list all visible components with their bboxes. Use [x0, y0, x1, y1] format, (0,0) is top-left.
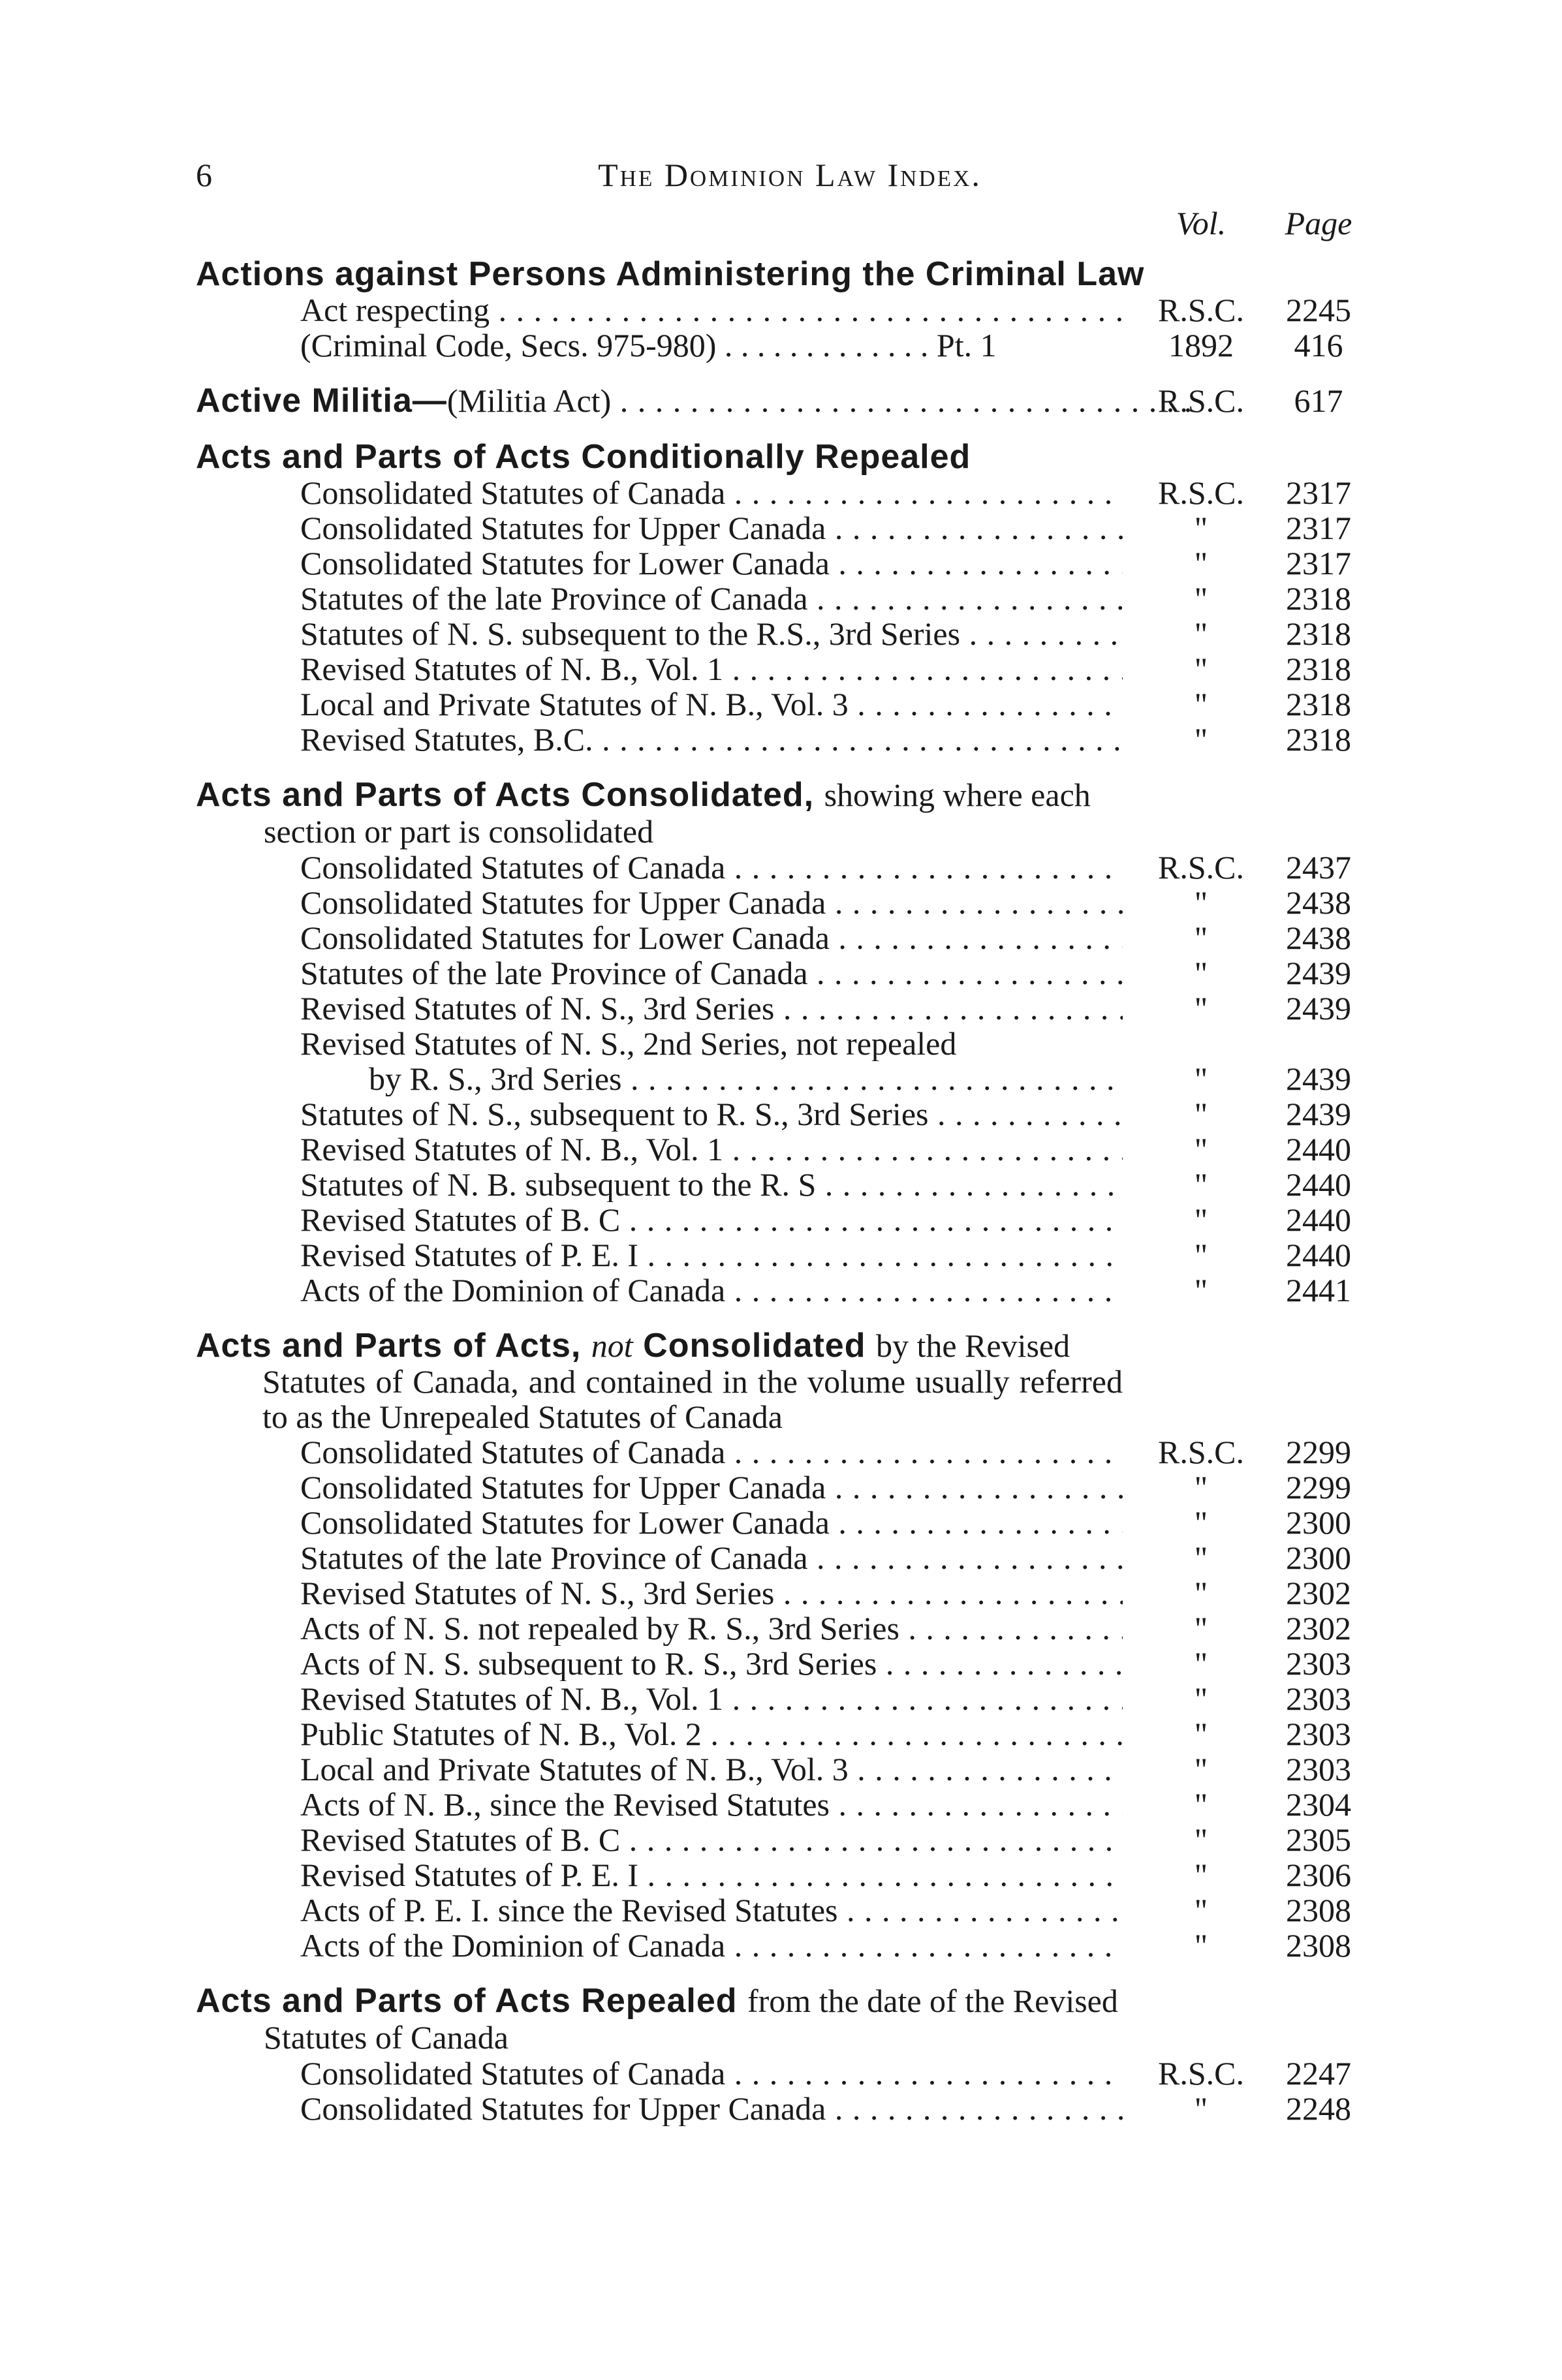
index-entry — [196, 1237, 1384, 1273]
entry-title: Consolidated Statutes of Canada . . . — [300, 475, 1123, 510]
heading-tail: from the date of the Revised Statutes of Canada — [264, 1983, 1118, 2056]
index-entry — [196, 850, 1384, 885]
vol-cell: " — [1194, 920, 1208, 956]
entry-title: Consolidated Statutes for Lower Canada . . . — [300, 1505, 1123, 1540]
heading-tail: by the Revised — [875, 1327, 1070, 1364]
index-entry — [196, 292, 1384, 328]
page-cell: 2318 — [1286, 580, 1351, 617]
running-title: The Dominion Law Index. — [598, 157, 982, 193]
index-entry — [196, 1273, 1384, 1308]
heading-text: Acts and Parts of Acts, — [196, 1327, 582, 1365]
vol-cell: R.S.C. — [1157, 849, 1244, 886]
vol-cell: " — [1194, 1166, 1208, 1203]
page-cell: 2303 — [1286, 1645, 1351, 1682]
vol-cell: " — [1194, 1645, 1208, 1682]
entry-title: Revised Statutes of N. B., Vol. 1 . . . — [300, 1132, 1123, 1167]
vol-cell: " — [1194, 1610, 1208, 1646]
page-cell: 2306 — [1286, 1857, 1351, 1893]
index-entry — [196, 1096, 1384, 1132]
index-entry — [196, 1434, 1384, 1470]
index-entry — [196, 1132, 1384, 1167]
entry-title: Acts of the Dominion of Canada . . . — [300, 1928, 1123, 1963]
page-cell: 2303 — [1286, 1716, 1351, 1752]
index-entry — [196, 1202, 1384, 1237]
column-headings — [196, 204, 1384, 243]
index-section — [196, 777, 1384, 1308]
index-entry — [196, 1646, 1384, 1681]
page-cell: 2245 — [1286, 292, 1351, 328]
heading-text: Actions against Persons Administering the Criminal Law — [196, 255, 1145, 293]
vol-cell: " — [1194, 545, 1208, 581]
entry-title: Acts of N. S. subsequent to R. S., 3rd Series . . . — [300, 1646, 1123, 1681]
index-entry — [196, 581, 1384, 616]
heading-text: Acts and Parts of Acts Repealed — [196, 1982, 738, 2020]
vol-cell: 1892 — [1168, 327, 1234, 363]
page-cell: 2300 — [1286, 1504, 1351, 1541]
entry-title: by R. S., 3rd Series . . . — [369, 1061, 1123, 1096]
index-entry — [196, 1575, 1384, 1611]
section-heading — [196, 1327, 1191, 1364]
entry-title: Local and Private Statutes of N. B., Vol. 3 . . . — [300, 1752, 1123, 1787]
index-entry — [196, 510, 1384, 546]
index-entry — [196, 1893, 1384, 1928]
page-cell: 2318 — [1286, 615, 1351, 652]
page-cell: 2441 — [1286, 1272, 1351, 1308]
page-cell: 2440 — [1286, 1201, 1351, 1238]
page-cell: 2318 — [1286, 686, 1351, 722]
entry-title: Revised Statutes of N. S., 3rd Series . . . — [300, 991, 1123, 1026]
page-cell: 2303 — [1286, 1680, 1351, 1717]
page-cell: 2317 — [1286, 474, 1351, 511]
index-entry — [196, 2091, 1384, 2126]
vol-cell: " — [1194, 580, 1208, 617]
vol-cell: " — [1194, 1857, 1208, 1893]
entry-title: Local and Private Statutes of N. B., Vol. 3 . . . — [300, 687, 1123, 722]
section-subheading: Statutes of Canada, and contained in the volume usually referred to as the Unrepealed Statutes of Canada — [262, 1363, 1123, 1435]
vol-cell: " — [1194, 1680, 1208, 1717]
entry-title: Acts of N. S. not repealed by R. S., 3rd Series . . . — [300, 1611, 1123, 1646]
index-section — [196, 1327, 1384, 1963]
index-section — [196, 382, 1384, 419]
page-cell: 2439 — [1286, 955, 1351, 991]
vol-cell: " — [1194, 1201, 1208, 1238]
index-entry — [196, 1026, 1384, 1061]
page-cell: 2437 — [1286, 849, 1351, 886]
page-cell: 2247 — [1286, 2055, 1351, 2092]
heading-text-2: Consolidated — [643, 1327, 866, 1365]
entry-title: Statutes of N. S. subsequent to the R.S., 3rd Series . . . — [300, 616, 1123, 651]
page-cell: 2303 — [1286, 1751, 1351, 1787]
index-entry — [196, 546, 1384, 581]
page-cell: 2308 — [1286, 1892, 1351, 1928]
section-heading — [196, 777, 1191, 850]
index-entry — [196, 1787, 1384, 1822]
index-entry — [196, 722, 1384, 757]
index-entry — [196, 1061, 1384, 1096]
entry-title: Statutes of N. B. subsequent to the R. S . . . — [300, 1167, 1123, 1202]
page-cell: 2248 — [1286, 2090, 1351, 2127]
index-entry — [196, 1611, 1384, 1646]
index-entry — [196, 1470, 1384, 1505]
vol-cell: " — [1194, 1504, 1208, 1541]
vol-cell: " — [1194, 990, 1208, 1027]
vol-cell: " — [1194, 1096, 1208, 1132]
index-section — [196, 439, 1384, 757]
vol-cell: " — [1194, 651, 1208, 687]
index-entry — [196, 1822, 1384, 1857]
index-entry — [196, 920, 1384, 955]
section-heading — [196, 382, 1191, 419]
entry-title: Consolidated Statutes of Canada . . . — [300, 2056, 1123, 2091]
vol-cell: R.S.C. — [1157, 1434, 1244, 1470]
index-entry — [196, 1540, 1384, 1575]
entry-title: Consolidated Statutes for Upper Canada . . . — [300, 1470, 1123, 1505]
index-entry — [196, 1928, 1384, 1963]
page-cell: 2439 — [1286, 1060, 1351, 1097]
heading-text: Active Militia— — [196, 382, 447, 419]
heading-text: Acts and Parts of Acts Conditionally Repealed — [196, 438, 971, 476]
page-number: 6 — [196, 157, 212, 193]
heading-italic: not — [591, 1327, 633, 1364]
vol-cell: " — [1194, 510, 1208, 546]
page-cell: 2299 — [1286, 1469, 1351, 1506]
entry-title: Revised Statutes of P. E. I . . . — [300, 1857, 1123, 1893]
vol-cell: " — [1194, 1751, 1208, 1787]
entry-title: Consolidated Statutes for Lower Canada . . . — [300, 920, 1123, 955]
page-cell: 2308 — [1286, 1927, 1351, 1964]
entry-title: Act respecting . . . — [300, 292, 1123, 328]
index-entry — [196, 328, 1384, 363]
page-cell: 2302 — [1286, 1575, 1351, 1611]
vol-cell: R.S.C. — [1157, 2055, 1244, 2092]
entry-title: Consolidated Statutes for Upper Canada . . . — [300, 510, 1123, 546]
page-cell: 2317 — [1286, 545, 1351, 581]
vol-cell: " — [1194, 1927, 1208, 1964]
section-heading — [196, 439, 1191, 475]
vol-cell: " — [1194, 1716, 1208, 1752]
vol-cell: " — [1194, 1060, 1208, 1097]
vol-cell: " — [1194, 1272, 1208, 1308]
page-cell: 2440 — [1286, 1237, 1351, 1273]
vol-cell: " — [1194, 1786, 1208, 1823]
page-cell: 2438 — [1286, 920, 1351, 956]
page-cell: 2440 — [1286, 1166, 1351, 1203]
index-entry — [196, 1167, 1384, 1202]
index-entry — [196, 1681, 1384, 1716]
entry-title: Statutes of the late Province of Canada . . . — [300, 1540, 1123, 1575]
vol-cell: " — [1194, 1469, 1208, 1506]
vol-cell: " — [1194, 2090, 1208, 2127]
column-heading-page: Page — [1285, 205, 1352, 241]
entry-title: Revised Statutes of B. C . . . — [300, 1822, 1123, 1857]
entry-title: Statutes of the late Province of Canada . . . — [300, 581, 1123, 616]
vol-cell: " — [1194, 686, 1208, 722]
page-cell: 2305 — [1286, 1821, 1351, 1858]
index-entry — [196, 651, 1384, 687]
entry-title: Statutes of the late Province of Canada . . . — [300, 955, 1123, 991]
vol-cell: " — [1194, 1539, 1208, 1576]
vol-cell: R.S.C. — [1157, 382, 1244, 419]
heading-note: (Militia Act) — [446, 382, 612, 419]
entry-title: Consolidated Statutes for Lower Canada . . . — [300, 546, 1123, 581]
index-entry — [196, 1857, 1384, 1893]
vol-cell: " — [1194, 1575, 1208, 1611]
index-entry — [196, 885, 1384, 920]
index-section — [196, 256, 1384, 363]
section-heading — [196, 256, 1191, 292]
entry-title: Revised Statutes of N. B., Vol. 1 . . . — [300, 651, 1123, 687]
entry-title: Acts of the Dominion of Canada . . . — [300, 1273, 1123, 1308]
vol-cell: " — [1194, 721, 1208, 758]
entry-title: Revised Statutes of P. E. I . . . — [300, 1237, 1123, 1273]
index-entry — [196, 1716, 1384, 1752]
index-entry — [196, 687, 1384, 722]
index-entry — [196, 475, 1384, 510]
entry-title: Acts of N. B., since the Revised Statutes . . . — [300, 1787, 1123, 1822]
column-heading-vol: Vol. — [1176, 205, 1226, 241]
entry-title: Revised Statutes of N. B., Vol. 1 . . . — [300, 1681, 1123, 1716]
entry-title: Consolidated Statutes for Upper Canada . . . — [300, 2091, 1123, 2126]
running-head — [196, 155, 1384, 194]
entry-title: Consolidated Statutes for Upper Canada . . . — [300, 885, 1123, 920]
index-entry — [196, 1752, 1384, 1787]
entry-title: Revised Statutes of B. C . . . — [300, 1202, 1123, 1237]
heading-tail: showing where each section or part is consolidated — [264, 777, 1091, 850]
vol-cell: R.S.C. — [1157, 474, 1244, 511]
page-cell: 2300 — [1286, 1539, 1351, 1576]
index-entry — [196, 1505, 1384, 1540]
section-heading — [196, 1983, 1191, 2056]
heading-line — [196, 382, 1384, 419]
vol-cell: " — [1194, 1892, 1208, 1928]
index-entry — [196, 991, 1384, 1026]
index-entry — [196, 2056, 1384, 2091]
index-entry — [196, 955, 1384, 991]
vol-cell: " — [1194, 615, 1208, 652]
index-content — [196, 256, 1384, 2126]
entry-title: Revised Statutes of N. S., 3rd Series . . . — [300, 1575, 1123, 1611]
entry-title: Acts of P. E. I. since the Revised Statutes . . . — [300, 1893, 1123, 1928]
entry-title: Statutes of N. S., subsequent to R. S., 3rd Series . . . — [300, 1096, 1123, 1132]
page-cell: 617 — [1294, 382, 1343, 419]
heading-text: Acts and Parts of Acts Consolidated, — [196, 776, 815, 814]
vol-cell: " — [1194, 1821, 1208, 1858]
page-cell: 2440 — [1286, 1131, 1351, 1167]
vol-cell: " — [1194, 955, 1208, 991]
index-entry — [196, 616, 1384, 651]
entry-title: Revised Statutes, B.C. . . . — [300, 722, 1123, 757]
vol-cell: " — [1194, 884, 1208, 921]
page-cell: 2302 — [1286, 1610, 1351, 1646]
page-cell: 2318 — [1286, 651, 1351, 687]
page-cell: 2318 — [1286, 721, 1351, 758]
page-cell: 416 — [1294, 327, 1343, 363]
index-section — [196, 1983, 1384, 2126]
vol-cell: R.S.C. — [1157, 292, 1244, 328]
page-cell: 2299 — [1286, 1434, 1351, 1470]
page-cell: 2439 — [1286, 1096, 1351, 1132]
page-cell: 2317 — [1286, 510, 1351, 546]
entry-title: Public Statutes of N. B., Vol. 2 . . . — [300, 1716, 1123, 1752]
entry-title: Revised Statutes of N. S., 2nd Series, not repealed — [300, 1026, 957, 1061]
page-cell: 2439 — [1286, 990, 1351, 1027]
entry-title: Consolidated Statutes of Canada . . . — [300, 1434, 1123, 1470]
entry-title: (Criminal Code, Secs. 975-980) . . . . . . . . . . . . . Pt. 1 — [300, 328, 997, 363]
page-cell: 2438 — [1286, 884, 1351, 921]
vol-cell: " — [1194, 1131, 1208, 1167]
entry-title: Consolidated Statutes of Canada . . . — [300, 850, 1123, 885]
page-cell: 2304 — [1286, 1786, 1351, 1823]
vol-cell: " — [1194, 1237, 1208, 1273]
